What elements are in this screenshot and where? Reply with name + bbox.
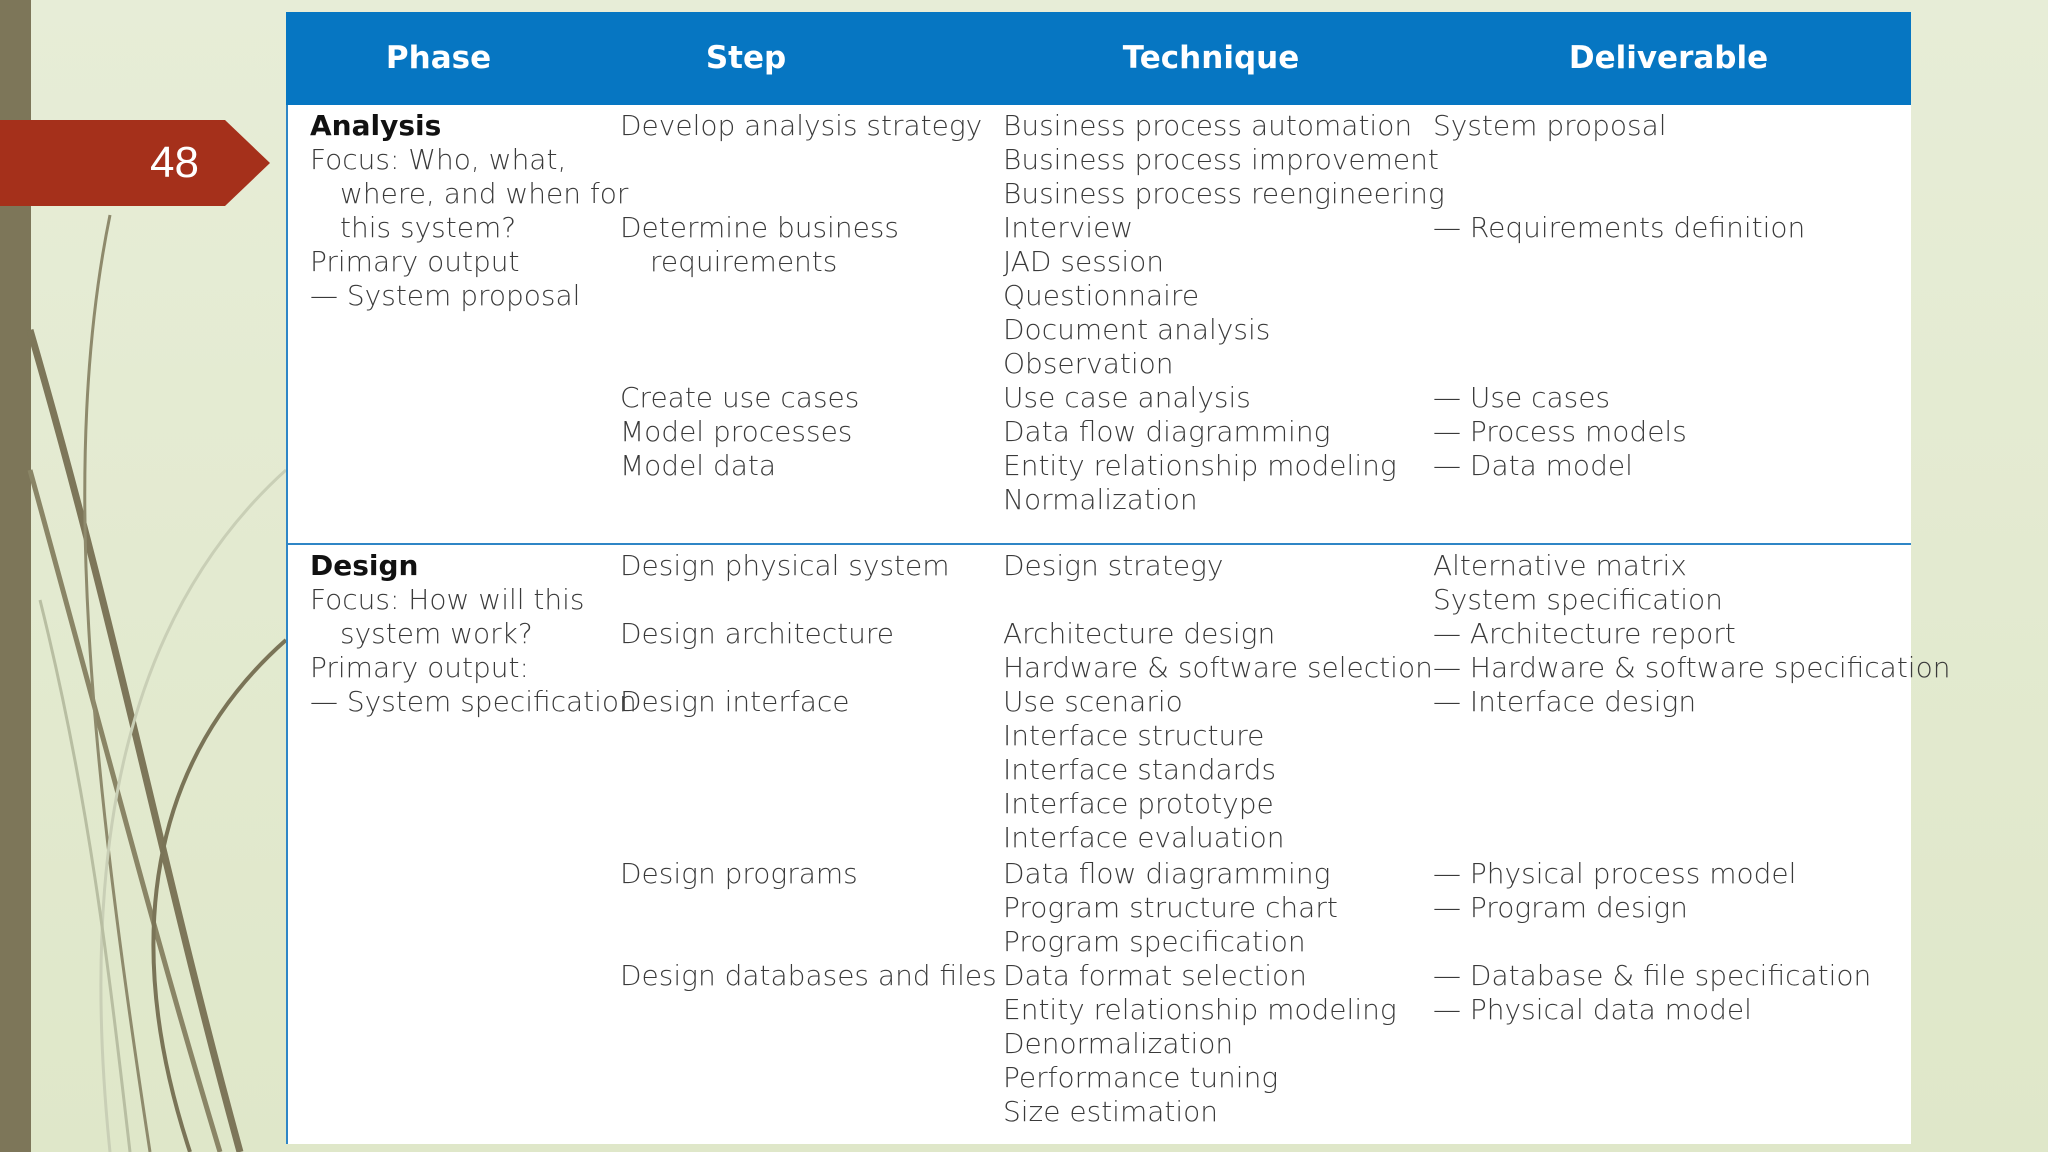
phase-focus-line: Focus: How will this	[310, 583, 585, 616]
technique-item: Business process improvement	[1003, 143, 1439, 176]
step-item: Design interface	[620, 685, 850, 718]
phase-title-analysis: Analysis	[310, 109, 442, 142]
technique-item: Interface standards	[1003, 753, 1277, 786]
technique-item: Denormalization	[1003, 1027, 1234, 1060]
step-item: Determine business	[620, 211, 899, 244]
technique-item: Normalization	[1003, 483, 1198, 516]
technique-item: Data flow diagramming	[1003, 415, 1331, 448]
deliverable-item: System specification	[1433, 583, 1723, 616]
technique-item: Questionnaire	[1003, 279, 1200, 312]
phase-focus-line: where, and when for	[340, 177, 629, 210]
step-item: Design databases and files	[620, 959, 997, 992]
phase-focus-line: Focus: Who, what,	[310, 143, 567, 176]
phase-output-label: Primary output	[310, 245, 520, 278]
phase-focus-line: this system?	[340, 211, 517, 244]
deliverable-item: — Process models	[1433, 415, 1687, 448]
technique-item: Business process reengineering	[1003, 177, 1445, 210]
technique-item: Data format selection	[1003, 959, 1307, 992]
technique-item: Size estimation	[1003, 1095, 1219, 1128]
deliverable-item: — Data model	[1433, 449, 1633, 482]
technique-item: Entity relationship modeling	[1003, 449, 1397, 482]
deliverable-item: — Hardware & software specification	[1433, 651, 1951, 684]
technique-item: Entity relationship modeling	[1003, 993, 1397, 1026]
step-item: Design architecture	[620, 617, 895, 650]
phase-output-value: — System proposal	[310, 279, 581, 312]
deliverable-item: Alternative matrix	[1433, 549, 1687, 582]
step-item: Design programs	[620, 857, 858, 890]
technique-item: Program specification	[1003, 925, 1306, 958]
technique-item: Design strategy	[1003, 549, 1224, 582]
deliverable-item: — Architecture report	[1433, 617, 1736, 650]
phase-output-value: — System specification	[310, 685, 637, 718]
step-item: Model processes	[620, 415, 853, 448]
step-item: Develop analysis strategy	[620, 109, 983, 142]
deliverable-item: — Physical data model	[1433, 993, 1752, 1026]
section-divider	[286, 543, 1911, 545]
phase-output-label: Primary output:	[310, 651, 529, 684]
technique-item: Performance tuning	[1003, 1061, 1279, 1094]
deliverable-item: — Interface design	[1433, 685, 1697, 718]
slide-number: 48	[150, 138, 199, 187]
deliverable-item: — Database & file specification	[1433, 959, 1872, 992]
technique-item: Program structure chart	[1003, 891, 1338, 924]
phase-title-design: Design	[310, 549, 419, 582]
column-header-phase: Phase	[385, 40, 492, 76]
deliverable-item: — Requirements definition	[1433, 211, 1806, 244]
step-item: Design physical system	[620, 549, 950, 582]
step-item: requirements	[650, 245, 838, 278]
column-header-step: Step	[705, 40, 787, 76]
technique-item: Document analysis	[1003, 313, 1271, 346]
technique-item: Business process automation	[1003, 109, 1413, 142]
step-item: Create use cases	[620, 381, 860, 414]
table-header	[286, 12, 1911, 105]
phase-focus-line: system work?	[340, 617, 533, 650]
technique-item: Use case analysis	[1003, 381, 1251, 414]
deliverable-item: — Physical process model	[1433, 857, 1797, 890]
table-left-rule	[286, 105, 288, 1144]
technique-item: JAD session	[1003, 245, 1165, 278]
technique-item: Interview	[1003, 211, 1134, 244]
step-item: Model data	[620, 449, 777, 482]
deliverable-item: — Program design	[1433, 891, 1688, 924]
technique-item: Data flow diagramming	[1003, 857, 1331, 890]
technique-item: Interface structure	[1003, 719, 1265, 752]
deliverable-item: System proposal	[1433, 109, 1667, 142]
methodology-table	[286, 12, 1951, 1144]
technique-item: Interface prototype	[1003, 787, 1274, 820]
technique-item: Interface evaluation	[1003, 821, 1285, 854]
slide-number-badge	[0, 120, 270, 206]
technique-item: Use scenario	[1003, 685, 1183, 718]
column-header-technique: Technique	[1122, 40, 1300, 76]
technique-item: Architecture design	[1003, 617, 1276, 650]
column-header-deliverable: Deliverable	[1568, 40, 1769, 76]
technique-item: Hardware & software selection	[1003, 651, 1433, 684]
technique-item: Observation	[1003, 347, 1174, 380]
deliverable-item: — Use cases	[1433, 381, 1611, 414]
